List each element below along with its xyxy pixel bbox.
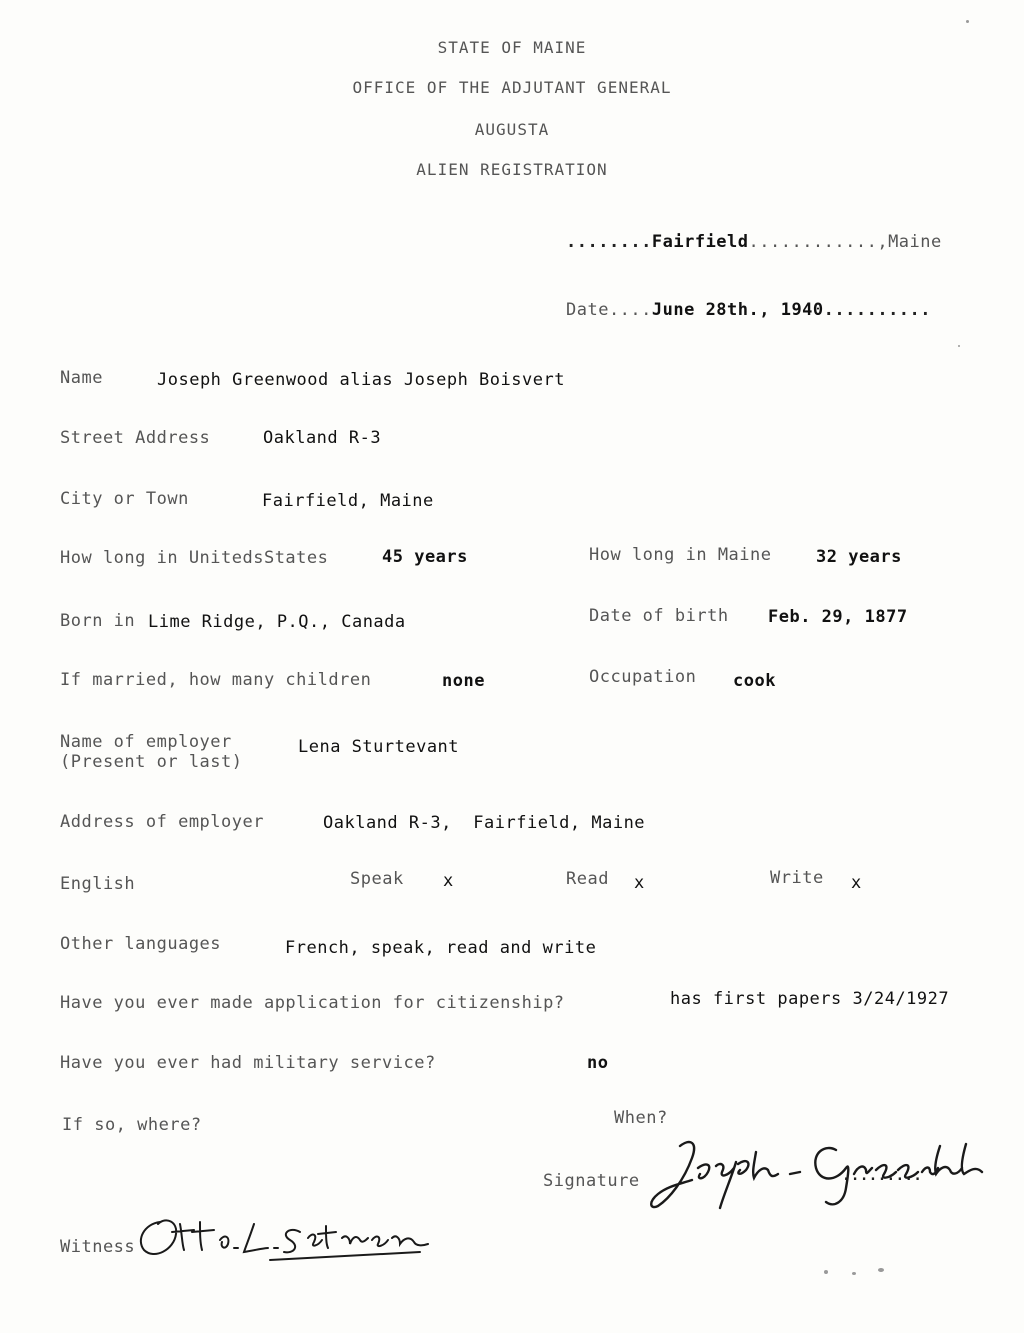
occupation-label: Occupation: [589, 667, 697, 687]
header-title: ALIEN REGISTRATION: [416, 160, 608, 179]
dob-value: Feb. 29, 1877: [768, 607, 908, 627]
name-value: Joseph Greenwood alias Joseph Boisvert: [157, 370, 565, 390]
read-value: x: [634, 873, 645, 893]
other-languages-label: Other languages: [60, 934, 222, 954]
citizenship-label: Have you ever made application for citizenship?: [60, 993, 565, 1013]
street-value: Oakland R-3: [263, 428, 382, 448]
header-state: STATE OF MAINE: [437, 38, 587, 57]
us-label: How long in UnitedsStates: [60, 548, 329, 568]
scan-speck: [878, 1268, 884, 1272]
signature-label: Signature: [543, 1171, 640, 1191]
speak-value: x: [443, 871, 454, 891]
occupation-value: cook: [733, 671, 776, 691]
street-label: Street Address: [60, 428, 211, 448]
witness-signature-image: [130, 1210, 440, 1270]
employer-label: Name of employer: [60, 732, 232, 752]
date-line: [566, 300, 931, 320]
date-label: Date....: [566, 300, 652, 320]
scan-speck: [824, 1270, 828, 1274]
employer-value: Lena Sturtevant: [298, 737, 460, 757]
scan-speck: [958, 345, 960, 347]
employer-label-sub: (Present or last): [60, 752, 243, 772]
signature-image: [640, 1128, 990, 1218]
scan-speck: [966, 20, 969, 23]
place-dots-left: ........: [566, 232, 652, 252]
witness-label: Witness: [60, 1237, 136, 1257]
city-label: City or Town: [60, 489, 189, 509]
children-value: none: [442, 671, 485, 691]
maine-value: 32 years: [816, 547, 902, 567]
where-label: If so, where?: [62, 1115, 202, 1135]
speak-label: Speak: [350, 869, 404, 889]
write-label: Write: [770, 868, 824, 888]
place-suffix: ............,Maine: [748, 232, 942, 252]
write-value: x: [851, 873, 862, 893]
employer-address-label: Address of employer: [60, 812, 264, 832]
citizenship-value: has first papers 3/24/1927: [670, 989, 950, 1009]
english-label: English: [60, 874, 136, 894]
place-line: [566, 232, 942, 252]
name-label: Name: [60, 368, 103, 388]
other-languages-value: French, speak, read and write: [285, 938, 597, 958]
header-city: AUGUSTA: [474, 120, 550, 139]
us-value: 45 years: [382, 547, 468, 567]
born-label: Born in: [60, 611, 136, 631]
city-value: Fairfield, Maine: [262, 491, 434, 511]
employer-address-value: Oakland R-3, Fairfield, Maine: [323, 813, 646, 833]
dob-label: Date of birth: [589, 606, 729, 626]
place-town: Fairfield: [651, 232, 749, 252]
military-label: Have you ever had military service?: [60, 1053, 436, 1073]
read-label: Read: [566, 869, 609, 889]
military-value: no: [587, 1053, 609, 1073]
date-value: June 28th., 1940: [651, 300, 824, 320]
maine-label: How long in Maine: [589, 545, 772, 565]
header-office: OFFICE OF THE ADJUTANT GENERAL: [352, 78, 672, 97]
signature-dots: .........: [842, 1168, 923, 1184]
date-dots-right: ..........: [823, 300, 932, 320]
children-label: If married, how many children: [60, 670, 372, 690]
born-value: Lime Ridge, P.Q., Canada: [148, 612, 406, 632]
when-label: When?: [614, 1108, 668, 1128]
scan-speck: [852, 1272, 856, 1275]
